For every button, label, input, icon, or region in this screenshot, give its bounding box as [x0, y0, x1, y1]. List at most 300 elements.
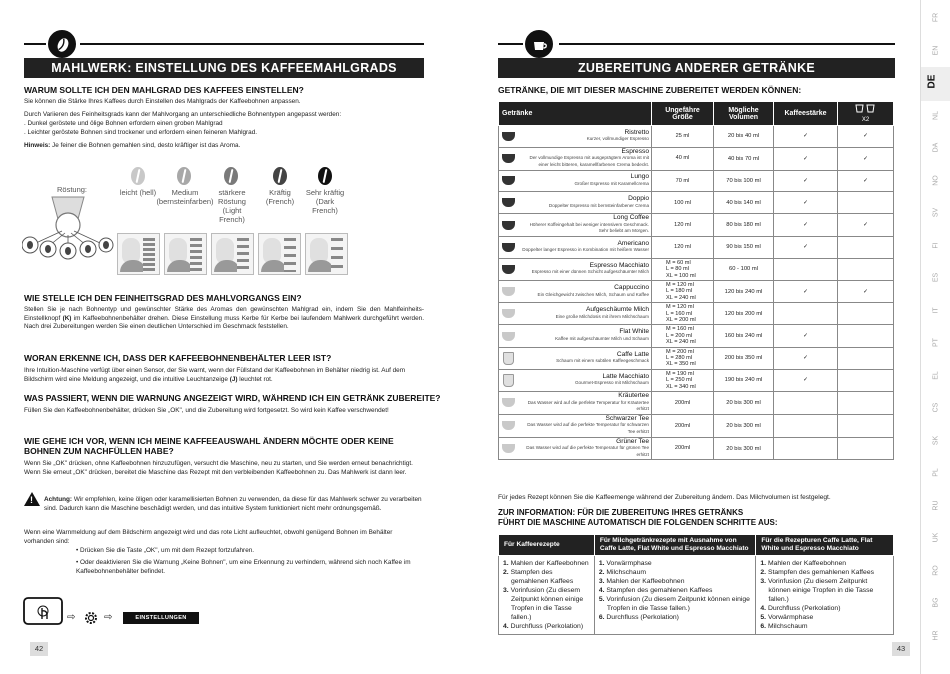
cup-icon — [502, 444, 515, 453]
check-icon — [774, 258, 838, 280]
column-header-x2 — [838, 102, 894, 126]
language-tab[interactable]: FI — [932, 241, 940, 249]
size-line: XL = 200 ml — [666, 317, 696, 323]
drink-name-cell — [519, 280, 652, 302]
language-tab[interactable]: IT — [932, 306, 940, 314]
check-icon: ✓ — [838, 280, 894, 302]
arrow-right-icon: ⇨ — [67, 612, 76, 623]
check-icon: ✓ — [838, 170, 894, 192]
drink-description: Das Wasser wird auf die perfekte Temperatur für Kräutertee erhitzt — [527, 399, 649, 412]
arrow-right-icon: ⇨ — [104, 612, 113, 623]
table-row — [499, 556, 894, 635]
drink-size — [652, 303, 714, 325]
drink-size — [652, 280, 714, 302]
drink-name-cell — [519, 192, 652, 214]
drink-size — [652, 392, 714, 415]
check-icon: ✓ — [838, 147, 894, 170]
paragraph: Sie können die Stärke Ihres Kaffees durch Einstellen des Mahlgrads der Kaffeebohnen anpassen. — [24, 98, 301, 105]
drink-name: Lungo — [630, 173, 649, 181]
drink-volume: 200 bis 350 ml — [714, 347, 774, 369]
table-row — [499, 126, 894, 148]
warning-label: Achtung: — [44, 496, 73, 503]
size-line: M = 190 ml — [666, 370, 694, 377]
size-line: 40 ml — [675, 155, 690, 162]
table-row — [499, 414, 894, 437]
hint-text: Je feiner die Bohnen gemahlen sind, desto kräftiger ist das Aroma. — [50, 142, 241, 149]
drink-cup-cell — [499, 214, 519, 237]
settings-button[interactable]: EINSTELLUNGEN — [123, 612, 199, 624]
drink-name: Cappuccino — [614, 283, 649, 291]
drink-volume: 20 bis 300 ml — [714, 437, 774, 460]
cup-icon — [502, 154, 515, 163]
size-line: L = 180 ml — [666, 288, 693, 295]
drink-volume: 70 bis 100 ml — [714, 170, 774, 192]
size-line: 120 ml — [674, 221, 691, 228]
check-icon: ✓ — [774, 214, 838, 237]
text-part: (J) — [229, 375, 238, 383]
size-line: L = 160 ml — [666, 310, 693, 317]
coffee-bean-icon — [48, 30, 76, 58]
paragraph — [24, 306, 424, 332]
table-row — [499, 280, 894, 302]
check-icon — [838, 258, 894, 280]
section-heading: WARUM SOLLTE ICH DEN MAHLGRAD DES KAFFEES EINSTELLEN? — [24, 85, 304, 95]
step-item: 5. Vorinfusion (Zu diesem Zeitpunkt können einige Tropfen in die Tasse fallen.) — [598, 596, 750, 612]
table-header-row — [499, 535, 894, 556]
table-row — [499, 236, 894, 258]
step-item: 6. Milchschaum — [760, 623, 808, 630]
drink-name-cell — [519, 214, 652, 237]
step-item: 3. Vorinfusion (Zu diesem Zeitpunkt können einige Tropfen in die Tasse fallen.) — [760, 578, 874, 603]
drink-name-cell — [519, 325, 652, 347]
volume-note: Für jedes Rezept können Sie die Kaffeemenge während der Zubereitung ändern. Das Milchvolumen ist festgelegt. — [498, 494, 831, 501]
drink-name-cell — [519, 258, 652, 280]
grind-setting-image — [117, 233, 160, 275]
size-line: L = 280 ml — [666, 355, 693, 362]
page-title: ZUBEREITUNG ANDERER GETRÄNKE — [498, 58, 895, 78]
drink-volume: 20 bis 300 ml — [714, 392, 774, 415]
bean-very-dark-icon — [318, 167, 332, 185]
drink-size — [652, 347, 714, 369]
table-row — [499, 347, 894, 369]
section-heading: GETRÄNKE, DIE MIT DIESER MASCHINE ZUBEREITET WERDEN KÖNNEN: — [498, 85, 802, 95]
steps-list — [503, 559, 590, 631]
roast-level-label: leicht (hell) — [119, 188, 157, 197]
step-item: 4. Durchfluss (Perkolation) — [503, 623, 584, 630]
table-row — [499, 437, 894, 460]
drink-description: Ein Gleichgewicht zwischen Milch, Schaum und Kaffee — [537, 291, 649, 297]
section-heading: WAS PASSIERT, WENN DIE WARNUNG ANGEZEIGT WIRD, WÄHREND ICH EIN GETRÄNK ZUBEREITE? — [24, 393, 441, 403]
size-line: 200ml — [674, 399, 691, 406]
grind-setting-image — [305, 233, 348, 275]
language-tab[interactable]: RO — [932, 564, 940, 576]
step-item: 6. Durchfluss (Perkolation) — [598, 614, 679, 621]
page-number: 43 — [892, 642, 910, 656]
table-row — [499, 392, 894, 415]
cup-icon — [502, 309, 515, 318]
table-row — [499, 325, 894, 347]
column-header: Mögliche Volumen — [714, 102, 774, 126]
size-line: L = 200 ml — [666, 332, 693, 339]
size-line: 70 ml — [675, 177, 690, 184]
drink-size — [652, 147, 714, 170]
language-sidebar — [920, 0, 950, 674]
touch-screen-icon — [23, 597, 63, 627]
warning-icon — [24, 492, 40, 506]
x2-label: X2 — [861, 117, 870, 123]
drink-name: Schwarzer Tee — [605, 414, 649, 422]
cup-icon — [502, 398, 515, 407]
drink-description: Doppelter langer Espresso in Kombination mit heißem Wasser — [522, 247, 649, 253]
paragraph: Wenn Sie „OK" drücken, ohne Kaffeebohnen hinzuzufügen, versucht die Maschine, neu zu starten, und Sie werden erneut benachrichtigt. Wenn Sie erneut „OK" drücken, bereitet die Maschine das Rezept mit den verbleibenden Kaffeebohnen zu. Das Mahlwerk ist dann leer. — [24, 460, 413, 476]
drink-name-cell — [519, 236, 652, 258]
paragraph: . Dunkel geröstete und ölige Bohnen erfordern einen groben Mahlgrad — [24, 120, 223, 127]
check-icon — [838, 392, 894, 415]
language-tab[interactable]: CS — [932, 402, 940, 413]
check-icon: ✓ — [774, 147, 838, 170]
drink-name: Americano — [617, 239, 649, 247]
size-line: M = 60 ml — [666, 259, 691, 266]
steps-list — [760, 559, 889, 631]
drink-name-cell — [519, 303, 652, 325]
size-line: 25 ml — [675, 133, 690, 140]
drink-volume: 120 bis 240 ml — [714, 280, 774, 302]
drink-size — [652, 192, 714, 214]
drink-description: Das Wasser wird auf die perfekte Temperatur für schwarzen Tee erhitzt — [527, 422, 649, 435]
drink-description: Das Wasser wird auf die perfekte Temperatur für grünen Tee erhitzt — [526, 445, 649, 457]
roast-level-label: stärkere Röstung (Light French) — [218, 188, 246, 224]
cup-icon — [502, 243, 515, 252]
drink-volume: 20 bis 40 ml — [714, 126, 774, 148]
check-icon — [838, 192, 894, 214]
check-icon: ✓ — [774, 325, 838, 347]
check-icon: ✓ — [774, 280, 838, 302]
drink-size — [652, 437, 714, 460]
column-header: Getränke — [499, 102, 652, 126]
list-item: • Oder deaktivieren Sie die Warnung „Keine Bohnen", um eine Erkennung zu verhindern, während sich noch Kaffee im Kaffeebohnenbehälter befindet. — [76, 559, 411, 575]
step-item: 3. Mahlen der Kaffeebohnen — [598, 578, 685, 585]
size-line: M = 120 ml — [666, 304, 694, 311]
drink-description: Gourmet-Espresso mit Milchschaum — [574, 380, 649, 386]
size-line: M = 160 ml — [666, 326, 694, 333]
header-rule-left-a — [24, 43, 46, 45]
language-tab[interactable]: NO — [932, 174, 940, 186]
drink-cup-cell — [499, 280, 519, 302]
drink-size — [652, 214, 714, 237]
drink-name-cell — [519, 414, 652, 437]
info-heading: ZUR INFORMATION: FÜR DIE ZUBEREITUNG IHRES GETRÄNKS — [498, 508, 744, 517]
paragraph — [24, 367, 424, 384]
column-header: Für Milchgetränkrezepte mit Ausnahme von Caffe Latte, Flat White und Espresso Macchiato — [594, 535, 756, 556]
drink-description: Großer Espresso mit Karamellcrema — [574, 180, 649, 186]
step-item: 5. Vorwärmphase — [760, 614, 814, 621]
table-row — [499, 369, 894, 391]
drink-name-cell — [519, 437, 652, 460]
drink-name-cell — [519, 369, 652, 391]
check-icon — [774, 303, 838, 325]
check-icon: ✓ — [774, 369, 838, 391]
grind-setting-image — [211, 233, 254, 275]
roast-level-label: Sehr kräftig (Dark French) — [305, 188, 345, 215]
check-icon: ✓ — [774, 192, 838, 214]
size-line: XL = 100 ml — [666, 272, 696, 279]
column-header: Für die Rezepturen Caffe Latte, Flat White und Espresso Macchiato — [756, 535, 894, 556]
table-row — [499, 303, 894, 325]
drink-name-cell — [519, 170, 652, 192]
drink-cup-cell — [499, 126, 519, 148]
drink-cup-cell — [499, 392, 519, 415]
list-item: • Drücken Sie die Taste „OK", um mit dem Rezept fortzufahren. — [76, 547, 255, 554]
size-line: XL = 350 ml — [666, 361, 696, 368]
drink-name: Flat White — [619, 328, 649, 336]
drink-cup-cell — [499, 258, 519, 280]
warning-text — [44, 496, 424, 513]
size-line: 200ml — [674, 445, 691, 452]
size-line: L = 80 ml — [666, 266, 689, 273]
drink-cup-cell — [499, 347, 519, 369]
cup-icon — [502, 287, 515, 296]
size-line: 100 ml — [674, 199, 691, 206]
drink-volume: 80 bis 180 ml — [714, 214, 774, 237]
check-icon: ✓ — [838, 126, 894, 148]
drink-cup-cell — [499, 369, 519, 391]
drink-description: Höherer Koffeingehalt bei weniger intensivem Geschmack. Sehr beliebt am Morgen. — [529, 221, 649, 234]
drink-cup-cell — [499, 170, 519, 192]
check-icon — [838, 414, 894, 437]
drink-volume: 20 bis 300 ml — [714, 414, 774, 437]
size-line: M = 120 ml — [666, 281, 694, 288]
check-icon: ✓ — [774, 236, 838, 258]
step-item: 1. Vorwärmphase — [598, 560, 652, 567]
drink-name: Espresso Macchiato — [589, 261, 649, 269]
language-tab-active[interactable] — [921, 67, 950, 101]
column-header: Für Kaffeerezepte — [499, 535, 595, 556]
drink-cup-cell — [499, 303, 519, 325]
size-line: XL = 240 ml — [666, 339, 696, 346]
drink-volume: 120 bis 200 ml — [714, 303, 774, 325]
drink-size — [652, 258, 714, 280]
table-row — [499, 258, 894, 280]
drink-cup-cell — [499, 192, 519, 214]
bean-dark-icon — [273, 167, 287, 185]
drink-volume: 40 bis 140 ml — [714, 192, 774, 214]
language-tab[interactable]: UK — [932, 532, 940, 543]
text-part: Stellen Sie je nach Bohnentyp und gewünschter Stärke des Aromas den gewünschten Mahlgrad ein, indem Sie den Mahlfeinheits-Einstellknopf — [24, 306, 424, 322]
language-tab[interactable]: SV — [932, 207, 940, 218]
size-line: 200ml — [674, 422, 691, 429]
steps-list — [599, 559, 752, 622]
drink-size — [652, 414, 714, 437]
hint-label: Hinweis: — [24, 142, 51, 149]
steps-table — [498, 534, 894, 635]
language-tab[interactable]: ES — [932, 272, 940, 283]
language-tab[interactable]: EN — [932, 45, 940, 55]
text-part: Ihre Intuition-Maschine verfügt über einen Sensor, der Sie warnt, wenn der Füllstand der Kaffeebohnen im Behälter niedrig ist. Auf dem Bildschirm wird eine Meldung angezeigt, und die intuitive Leuchtanzeige — [24, 367, 406, 383]
steps-cell — [594, 556, 756, 635]
table-header-row — [499, 102, 894, 126]
drink-cup-cell — [499, 236, 519, 258]
header-rule-right-b — [559, 43, 895, 45]
language-tab[interactable]: PL — [932, 468, 940, 477]
check-icon: ✓ — [838, 214, 894, 237]
page-number: 42 — [30, 642, 48, 656]
language-tab[interactable]: HR — [932, 629, 940, 641]
check-icon — [838, 325, 894, 347]
check-icon — [774, 437, 838, 460]
drink-size — [652, 369, 714, 391]
step-item: 2. Milchschaum — [598, 569, 647, 576]
drink-description: Eine große Milchdosis mit ihrem Milchschaum — [555, 313, 649, 319]
section-heading: WIE GEHE ICH VOR, WENN ICH MEINE KAFFEEAUSWAHL ÄNDERN MÖCHTE ODER KEINE BOHNEN ZUM NACHFÜLLEN HABE? — [24, 436, 394, 456]
cup-icon — [502, 176, 515, 185]
cup-icon — [503, 374, 514, 387]
check-icon: ✓ — [774, 170, 838, 192]
step-item: 4. Stampfen des gemahlenen Kaffees — [598, 587, 713, 594]
text-part: Wir empfehlen, keine öligen oder karamellisierten Bohnen zu verwenden, da diese für das Mahlwerk schwer zu verarbeiten sind. Dadurch kann die Maschine beschädigt werden, und das intuitive System funktioniert nicht mehr ordnungsgemäß. — [44, 496, 422, 512]
column-header: Ungefähre Größe — [652, 102, 714, 126]
drink-volume: 40 bis 70 ml — [714, 147, 774, 170]
table-row — [499, 192, 894, 214]
check-icon — [838, 347, 894, 369]
size-line: XL = 240 ml — [666, 294, 696, 301]
check-icon — [838, 369, 894, 391]
step-item: 1. Mahlen der Kaffeebohnen — [503, 560, 589, 567]
page-title: MAHLWERK: EINSTELLUNG DES KAFFEEMAHLGRADS — [24, 58, 424, 78]
size-line: XL = 340 ml — [666, 383, 696, 390]
check-icon — [774, 414, 838, 437]
cup-icon — [502, 332, 515, 341]
drink-description: Espresso mit einer dünnen Schicht aufgeschäumter Milch — [531, 269, 649, 275]
step-item: 3. Vorinfusion (Zu diesem Zeitpunkt können einige Tropfen in die Tasse fallen.) — [503, 587, 584, 621]
drink-description: Der vollmundige Espresso mit ausgeprägtem Aroma ist mit einer leicht bitteren, karamellfarbenen Crema bedeckt. — [529, 155, 649, 167]
cup-icon — [503, 352, 514, 365]
check-icon — [774, 392, 838, 415]
drink-description: Schaum mit einem subtilen Kaffeegeschmack — [556, 358, 649, 364]
drink-name: Espresso — [621, 147, 649, 155]
drink-size — [652, 126, 714, 148]
grind-setting-image — [258, 233, 301, 275]
language-tab[interactable]: DA — [932, 142, 940, 153]
drink-volume: 160 bis 240 ml — [714, 325, 774, 347]
table-row — [499, 170, 894, 192]
text-part: (K) — [62, 314, 72, 322]
bean-medium-icon — [177, 167, 191, 185]
text-part: im Kaffeebohnenbehälter drehen. Diese Einstellung muss Kerbe für Kerbe bei laufendem Mahlwerk durchgeführt werden. Nach drei Zubereitungen werden Sie einen deutlichen Unterschied im Geschmack feststellen. — [24, 314, 424, 331]
cup-icon — [502, 132, 515, 141]
drink-name: Kräutertee — [618, 392, 649, 400]
drink-name-cell — [519, 347, 652, 369]
drink-description: Kurzer, vollmundiger Espresso — [586, 136, 649, 142]
check-icon: ✓ — [774, 126, 838, 148]
gear-icon — [83, 610, 99, 626]
drink-name: Ristretto — [624, 128, 649, 136]
paragraph: . Leichter geröstete Bohnen sind trockener und erfordern einen feineren Mahlgrad. — [24, 129, 258, 136]
step-item: 2. Stampfen des gemahlenen Kaffees — [503, 569, 574, 585]
header-rule-left-b — [80, 43, 424, 45]
text-part: leuchtet rot. — [237, 375, 273, 383]
drink-size — [652, 170, 714, 192]
check-icon — [838, 236, 894, 258]
grind-setting-image — [164, 233, 207, 275]
drink-cup-cell — [499, 437, 519, 460]
drink-size — [652, 236, 714, 258]
drink-name: Caffe Latte — [616, 350, 649, 358]
step-item: 4. Durchfluss (Perkolation) — [760, 605, 841, 612]
drink-name: Doppio — [628, 195, 649, 203]
drink-name: Latte Macchiato — [602, 372, 649, 380]
language-tab[interactable]: EL — [932, 370, 940, 380]
section-heading: WORAN ERKENNE ICH, DASS DER KAFFEEBOHNENBEHÄLTER LEER IST? — [24, 353, 332, 363]
info-heading: FÜHRT DIE MASCHINE AUTOMATISCH DIE FOLGENDEN SCHRITTE AUS: — [498, 518, 778, 527]
cup-icon — [502, 221, 515, 230]
roast-level-label: Kräftig (French) — [265, 188, 295, 206]
drink-name-cell — [519, 147, 652, 170]
roast-label: Röstung: — [56, 185, 88, 194]
drink-cup-cell — [499, 325, 519, 347]
hint — [24, 142, 424, 151]
drink-description: Doppelter Espresso mit bernsteinfarbener Crema — [548, 202, 649, 208]
roast-level-label: Medium (bernsteinfarben) — [156, 188, 214, 206]
drink-cup-cell — [499, 414, 519, 437]
size-line: M = 200 ml — [666, 348, 694, 355]
header-rule-right-a — [498, 43, 523, 45]
size-line: L = 250 ml — [666, 377, 693, 384]
language-tab[interactable]: SK — [932, 435, 940, 445]
table-row — [499, 214, 894, 237]
beverages-table — [498, 101, 894, 460]
paragraph: Durch Variieren des Feinheitsgrads kann der Mahlvorgang an unterschiedliche Bohnentypen angepasst werden: — [24, 111, 342, 118]
bean-strong-icon — [224, 167, 238, 185]
paragraph: Füllen Sie den Kaffeebohnenbehälter, drücken Sie „OK", und die Zubereitung wird fortgesetzt. So wird kein Kaffee verschwendet! — [24, 407, 389, 414]
language-tab[interactable]: FR — [932, 12, 940, 23]
grinder-diagram-icon — [22, 193, 114, 263]
steps-cell — [499, 556, 595, 635]
cup-icon — [502, 198, 515, 207]
drink-cup-cell — [499, 147, 519, 170]
language-label: DE — [926, 74, 938, 89]
drink-volume: 90 bis 150 ml — [714, 236, 774, 258]
cup-icon — [502, 421, 515, 430]
drink-name-cell — [519, 126, 652, 148]
cup-icon — [502, 265, 515, 274]
check-icon: ✓ — [774, 347, 838, 369]
check-icon — [838, 437, 894, 460]
drink-name: Aufgeschäumte Milch — [585, 306, 649, 314]
step-item: 2. Stampfen des gemahlenen Kaffees — [760, 569, 874, 576]
step-item: 1. Mahlen der Kaffeebohnen — [760, 560, 847, 567]
language-tab[interactable]: BG — [932, 597, 940, 608]
drink-name-cell — [519, 392, 652, 415]
column-header: Kaffeestärke — [774, 102, 838, 126]
drink-name: Long Coffee — [613, 214, 649, 222]
drink-description: Kaffee mit aufgeschäumter Milch und Schaum — [555, 336, 649, 342]
double-cup-icon — [855, 104, 877, 114]
paragraph: Wenn eine Warnmeldung auf dem Bildschirm angezeigt wird und das rote Licht aufleuchtet, obwohl genügend Bohnen im Behälter vorhanden sind: — [24, 529, 393, 545]
drink-name: Grüner Tee — [616, 437, 649, 445]
steps-cell — [756, 556, 894, 635]
bean-light-icon — [131, 167, 145, 185]
check-icon — [838, 303, 894, 325]
table-row — [499, 147, 894, 170]
language-tab[interactable]: RU — [932, 499, 940, 511]
language-tab[interactable]: NL — [932, 110, 940, 120]
coffee-cup-icon — [525, 30, 553, 58]
drink-volume: 190 bis 240 ml — [714, 369, 774, 391]
drink-size — [652, 325, 714, 347]
section-heading: WIE STELLE ICH DEN FEINHEITSGRAD DES MAHLVORGANGS EIN? — [24, 293, 302, 303]
drink-volume: 60 - 100 ml — [714, 258, 774, 280]
language-tab[interactable]: PT — [932, 338, 940, 347]
